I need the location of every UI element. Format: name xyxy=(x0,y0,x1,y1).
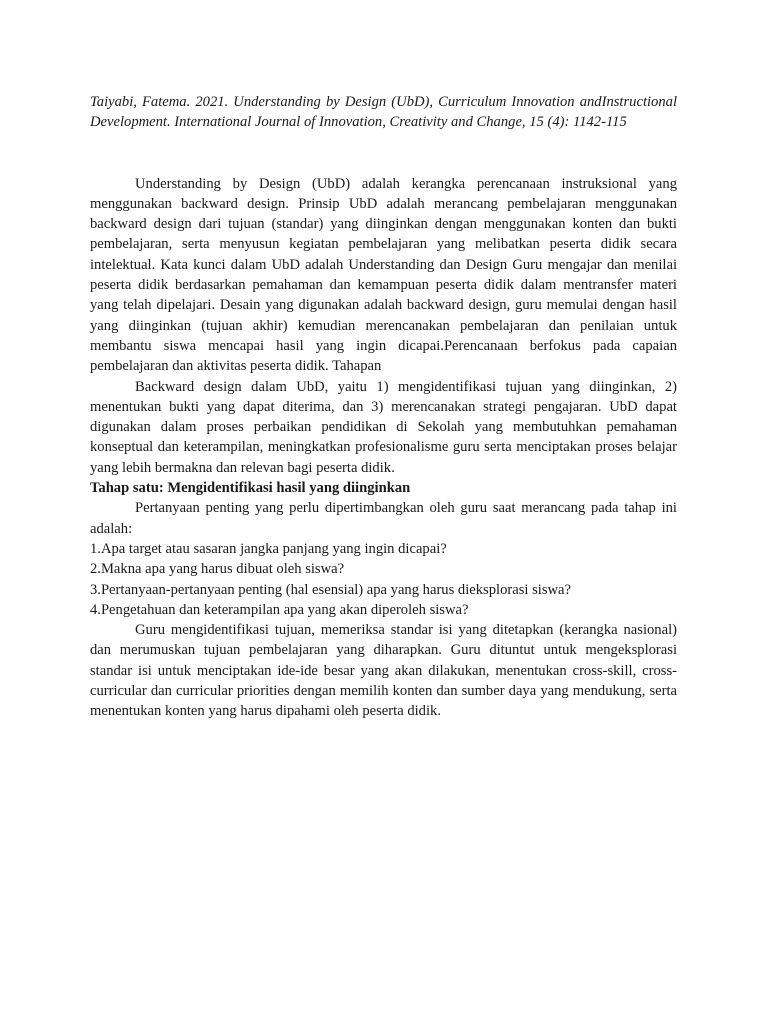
paragraph-questions-intro: Pertanyaan penting yang perlu dipertimbangkan oleh guru saat merancang pada tahap ini adalah: xyxy=(90,500,677,537)
paragraph-intro: Understanding by Design (UbD) adalah kerangka perencanaan instruksional yang menggunakan backward design. Prinsip UbD adalah merancang pembelajaran menggunakan backward design dari tujuan (standar) yang diinginkan dengan menggunakan konten dan bukti pembelajaran, serta menyusun kegiatan pembelajaran yang melibatkan peserta didik secara intelektual. Kata kunci dalam UbD adalah Understanding dan Design Guru mengajar dan menilai peserta didik berdasarkan pemahaman dan kemampuan peserta didik dalam mentransfer materi yang telah dipelajari. Desain yang digunakan adalah backward design, guru memulai dengan hasil yang diinginkan (tujuan akhir) kemudian merencanakan pembelajaran dan penilaian untuk membantu siswa mencapai hasil yang ingin dicapai.Perencanaan berfokus pada capaian pembelajaran dan aktivitas peserta didik. Tahapan xyxy=(90,175,677,375)
section-heading: Tahap satu: Mengidentifikasi hasil yang diinginkan xyxy=(90,480,411,497)
question-list xyxy=(90,539,677,620)
paragraph-backward-design: Backward design dalam UbD, yaitu 1) mengidentifikasi tujuan yang diinginkan, 2) menentukan bukti yang dapat diterima, dan 3) merencanakan strategi pengajaran. UbD dapat digunakan dalam proses perbaikan pendidikan di Sekolah yang membutuhkan pemahaman konseptual dan keterampilan, meningkatkan profesionalisme guru serta menciptakan proses belajar yang lebih bermakna dan relevan bagi peserta didik. xyxy=(90,378,677,476)
paragraph-goals: Guru mengidentifikasi tujuan, memeriksa standar isi yang ditetapkan (kerangka nasional) dan merumuskan tujuan pembelajaran yang diharapkan. Guru dituntut untuk mengeksplorasi standar isi untuk menciptakan ide-ide besar yang akan dilakukan, menentukan cross-skill, cross-curricular dan curricular priorities dengan memilih konten dan sumber daya yang mendukung, serta menentukan konten yang harus dipahami oleh peserta didik. xyxy=(90,622,677,720)
list-item: 2.Makna apa yang harus dibuat oleh siswa? xyxy=(90,561,345,578)
list-item: 3.Pertanyaan-pertanyaan penting (hal esensial) apa yang harus dieksplorasi siswa? xyxy=(90,581,572,598)
citation: Taiyabi, Fatema. 2021. Understanding by Design (UbD), Curriculum Innovation andInstructional Development. International Journal of Innovation, Creativity and Change, 15 (4): 1142-115 xyxy=(90,94,677,131)
document-page xyxy=(90,92,677,722)
list-item: 4.Pengetahuan dan keterampilan apa yang akan diperoleh siswa? xyxy=(90,601,469,618)
list-item: 1.Apa target atau sasaran jangka panjang yang ingin dicapai? xyxy=(90,540,447,557)
